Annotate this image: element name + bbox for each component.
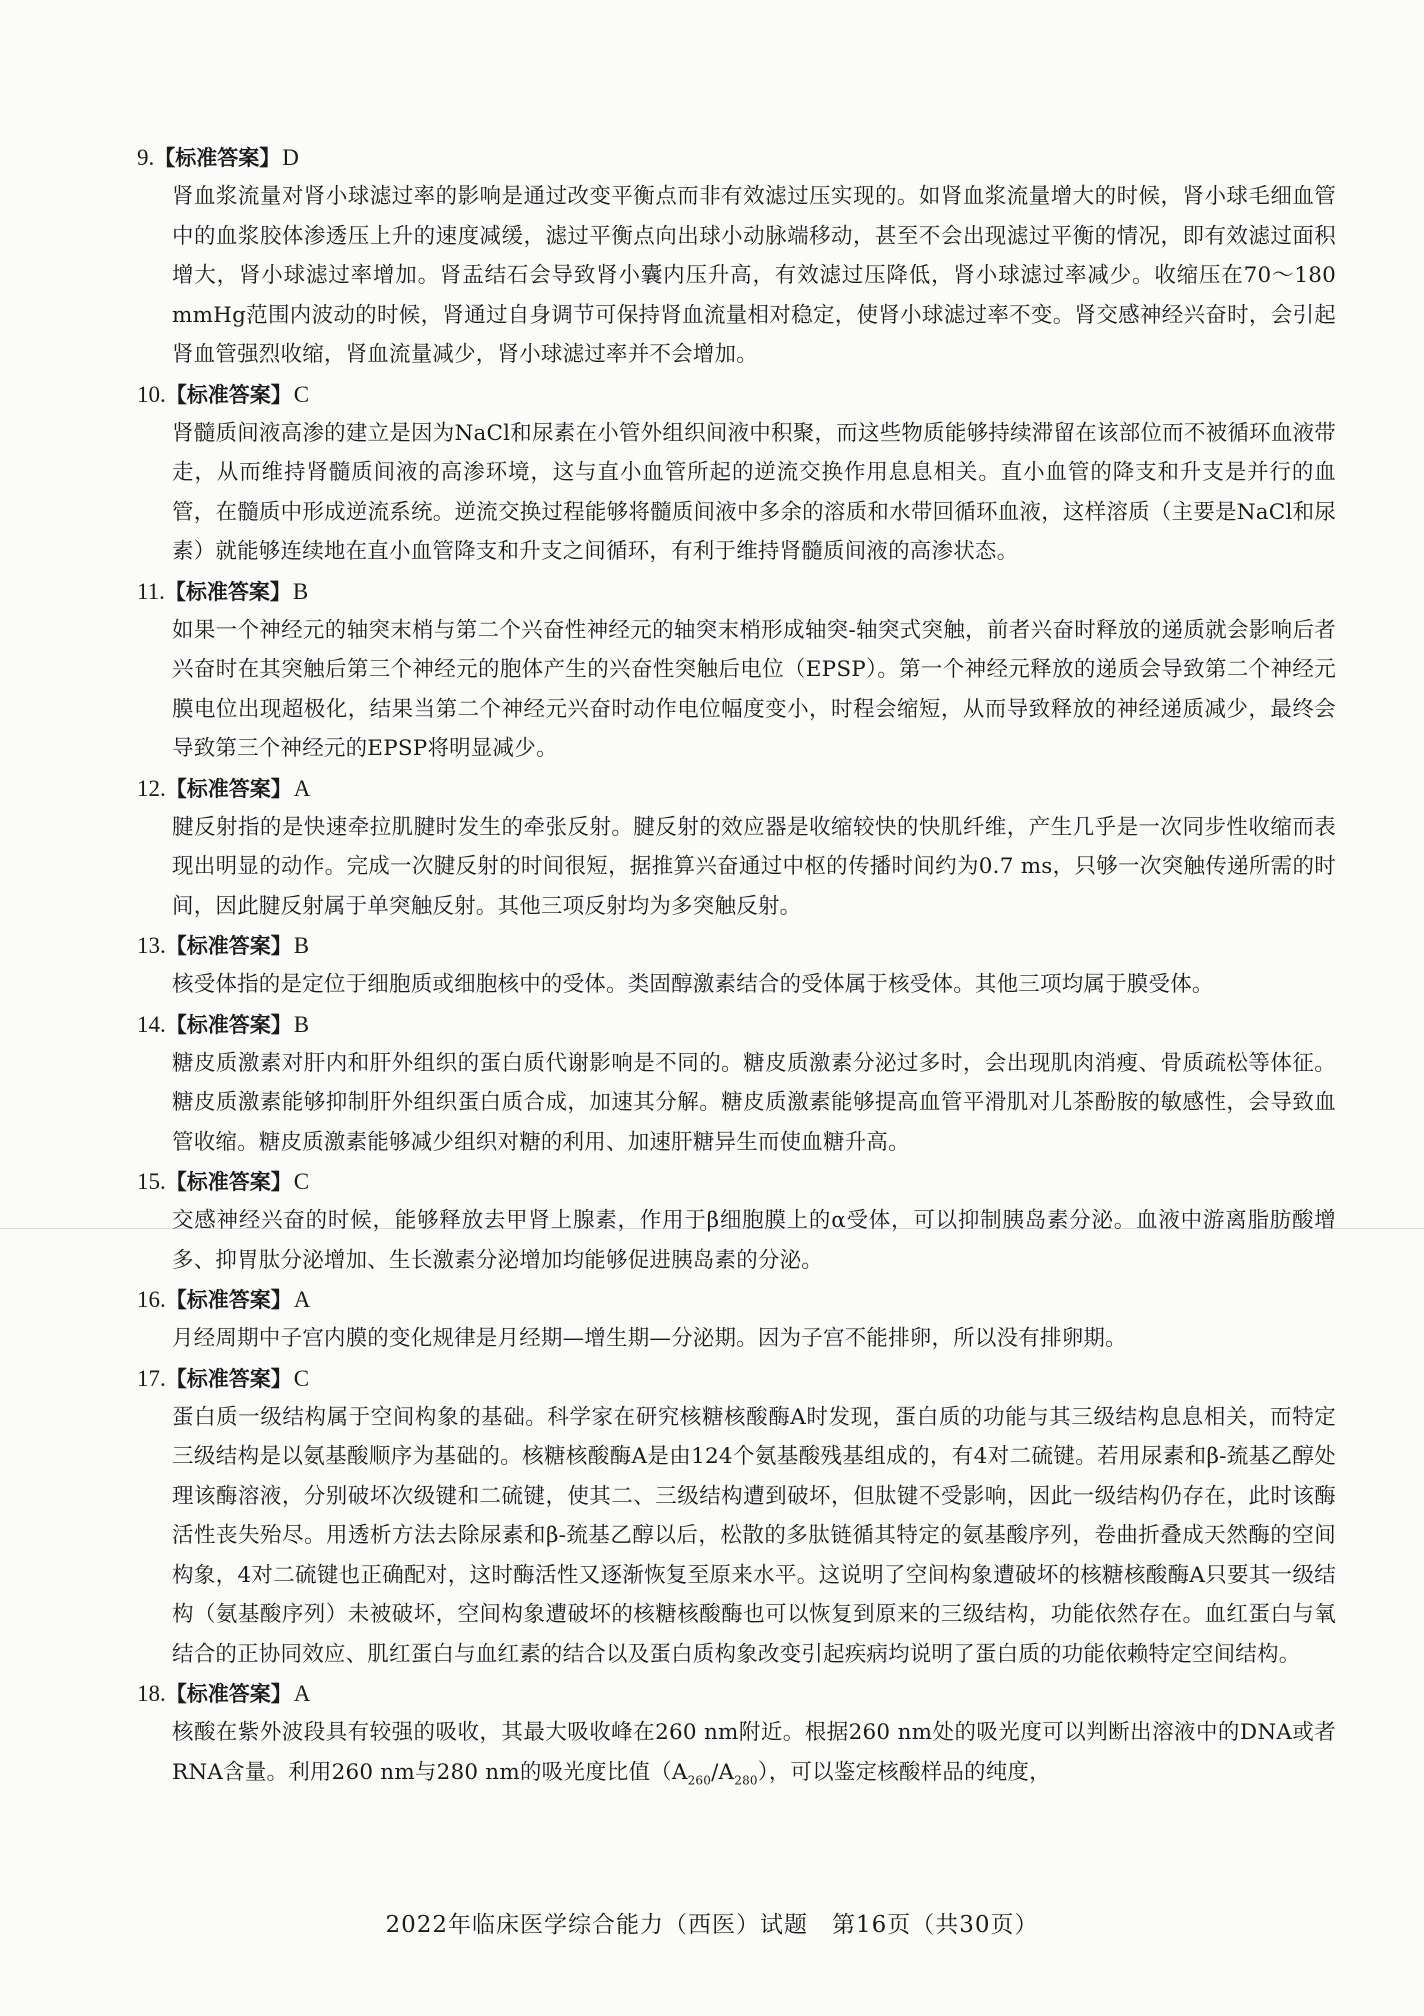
answer-tag: 【标准答案】 (165, 1288, 292, 1312)
question-number: 10. (137, 381, 166, 407)
answer-tag: 【标准答案】 (154, 146, 281, 170)
answer-tag: 【标准答案】 (164, 579, 291, 604)
question-header (137, 1005, 1336, 1044)
answer-letter: B (293, 933, 310, 958)
question-15 (136, 1162, 1336, 1280)
question-header (137, 1162, 1336, 1201)
question-number: 11. (137, 578, 165, 604)
question-12 (136, 769, 1336, 927)
question-number: 17. (137, 1365, 166, 1391)
question-11 (136, 572, 1336, 769)
answer-tag: 【标准答案】 (165, 934, 292, 958)
answer-tag: 【标准答案】 (165, 1682, 292, 1706)
answer-letter: A (293, 1287, 311, 1312)
question-10 (136, 375, 1336, 572)
answer-tag: 【标准答案】 (165, 1170, 292, 1194)
answer-letter: A (293, 775, 311, 801)
question-9 (136, 138, 1336, 375)
answer-tag: 【标准答案】 (165, 382, 292, 407)
question-header (137, 572, 1336, 611)
explanation-text (172, 1713, 1336, 1800)
question-number: 14. (137, 1011, 166, 1037)
question-number: 13. (137, 933, 166, 958)
question-header (137, 1280, 1336, 1319)
answer-letter: B (292, 578, 309, 604)
page-footer: 2022年临床医学综合能力（西医）试题 第16页（共30页） (385, 1912, 1039, 1938)
question-header (137, 769, 1336, 808)
explanation-text: 月经周期中子宫内膜的变化规律是月经期—增生期—分泌期。因为子宫不能排卵，所以没有排卵期。 (172, 1326, 1127, 1351)
question-number: 9. (137, 145, 155, 170)
answer-tag: 【标准答案】 (165, 1012, 292, 1037)
answer-tag: 【标准答案】 (165, 776, 292, 801)
question-number: 16. (137, 1287, 166, 1312)
answer-letter: C (293, 1365, 310, 1391)
question-number: 15. (137, 1169, 166, 1194)
question-14 (136, 1005, 1336, 1163)
explanation-text: 蛋白质一级结构属于空间构象的基础。科学家在研究核糖核酸酶A时发现，蛋白质的功能与其三级结构息息相关，而特定三级结构是以氨基酸顺序为基础的。核糖核酸酶A是由124个氨基酸残基组成的，有4对二硫键。若用尿素和β-巯基乙醇处理该酶溶液，分别破坏次级键和二硫键，使其二、三级结构遭到破坏，但肽键不受影响，因此一级结构仍存在，此时该酶活性丧失殆尽。用透析方法去除尿素和β-巯基乙醇以后，松散的多肽链循其特定的氨基酸序列，卷曲折叠成天然酶的空间构象，4对二硫键也正确配对，这时酶活性又逐渐恢复至原来水平。这说明了空间构象遭破坏的核糖核酸酶A只要其一级结构（氨基酸序列）未被破坏，空间构象遭破坏的核糖核酸酶也可以恢复到原来的三级结构，功能依然存在。血红蛋白与氧结合的正协同效应、肌红蛋白与血红素的结合以及蛋白质构象改变引起疾病均说明了蛋白质的功能依赖特定空间结构。 (172, 1404, 1336, 1667)
answer-letter: B (293, 1011, 310, 1037)
question-17 (136, 1359, 1336, 1675)
answer-letter: C (293, 1169, 310, 1194)
question-18 (136, 1674, 1336, 1800)
answer-letter: A (293, 1681, 311, 1706)
absorbance-subscript: 260 (687, 1772, 712, 1787)
explanation-text-part: 核酸在紫外波段具有较强的吸收，其最大吸收峰在260 nm附近。根据260 nm处的吸光度可以判断出溶液中的DNA或者RNA含量。利用260 nm与280 nm的吸光度比值（A (172, 1720, 1336, 1785)
explanation-text: 核受体指的是定位于细胞质或细胞核中的受体。类固醇激素结合的受体属于核受体。其他三项均属于膜受体。 (172, 972, 1214, 997)
question-16 (136, 1280, 1336, 1359)
question-header (137, 375, 1336, 414)
explanation-text: 腱反射指的是快速牵拉肌腱时发生的牵张反射。腱反射的效应器是收缩较快的快肌纤维，产生几乎是一次同步性收缩而表现出明显的动作。完成一次腱反射的时间很短，据推算兴奋通过中枢的传播时间约为0.7 ms，只够一次突触传递所需的时间，因此腱反射属于单突触反射。其他三项反射均为多突触反射。 (172, 814, 1336, 919)
answer-letter: D (282, 145, 299, 170)
question-header (137, 926, 1336, 965)
answer-letter: C (293, 381, 310, 407)
explanation-text: 交感神经兴奋的时候，能够释放去甲肾上腺素，作用于β细胞膜上的α受体，可以抑制胰岛素分泌。血液中游离脂肪酸增多、抑胃肽分泌增加、生长激素分泌增加均能够促进胰岛素的分泌。 (172, 1208, 1336, 1273)
explanation-text-part: /A (711, 1759, 735, 1785)
answer-tag: 【标准答案】 (165, 1366, 292, 1391)
explanation-text: 肾血浆流量对肾小球滤过率的影响是通过改变平衡点而非有效滤过压实现的。如肾血浆流量增大的时候，肾小球毛细血管中的血浆胶体渗透压上升的速度减缓，滤过平衡点向出球小动脉端移动，甚至不会出现滤过平衡的情况，即有效滤过面积增大，肾小球滤过率增加。肾盂结石会导致肾小囊内压升高，有效滤过压降低，肾小球滤过率减少。收缩压在70～180 mmHg范围内波动的时候，肾通过自身调节可保持肾血流量相对稳定，使肾小球滤过率不变。肾交感神经兴奋时，会引起肾血管强烈收缩，肾血流量减少，肾小球滤过率并不会增加。 (172, 184, 1336, 367)
question-header (137, 1359, 1336, 1398)
explanation-text: 糖皮质激素对肝内和肝外组织的蛋白质代谢影响是不同的。糖皮质激素分泌过多时，会出现肌肉消瘦、骨质疏松等体征。糖皮质激素能够抑制肝外组织蛋白质合成，加速其分解。糖皮质激素能够提高血管平滑肌对儿茶酚胺的敏感性，会导致血管收缩。糖皮质激素能够减少组织对糖的利用、加速肝糖异生而使血糖升高。 (172, 1050, 1336, 1155)
question-header (137, 138, 1336, 177)
question-number: 18. (137, 1681, 166, 1706)
question-header (137, 1674, 1336, 1713)
explanation-text: 肾髓质间液高渗的建立是因为NaCl和尿素在小管外组织间液中积聚，而这些物质能够持续滞留在该部位而不被循环血液带走，从而维持肾髓质间液的高渗环境，这与直小血管所起的逆流交换作用息息相关。直小血管的降支和升支是并行的血管，在髓质中形成逆流系统。逆流交换过程能够将髓质间液中多余的溶质和水带回循环血液，这样溶质（主要是NaCl和尿素）就能够连续地在直小血管降支和升支之间循环，有利于维持肾髓质间液的高渗状态。 (172, 420, 1336, 564)
explanation-text: 如果一个神经元的轴突末梢与第二个兴奋性神经元的轴突末梢形成轴突-轴突式突触，前者兴奋时释放的递质就会影响后者兴奋时在其突触后第三个神经元的胞体产生的兴奋性突触后电位（EPSP）。第一个神经元释放的递质会导致第二个神经元膜电位出现超极化，结果当第二个神经元兴奋时动作电位幅度变小，时程会缩短，从而导致释放的神经递质减少，最终会导致第三个神经元的EPSP将明显减少。 (172, 617, 1336, 761)
answer-explanations (136, 138, 1336, 1800)
absorbance-subscript: 280 (734, 1772, 758, 1787)
explanation-text-part: ），可以鉴定核酸样品的纯度， (757, 1759, 1051, 1785)
question-13 (136, 926, 1336, 1005)
question-number: 12. (137, 775, 166, 801)
